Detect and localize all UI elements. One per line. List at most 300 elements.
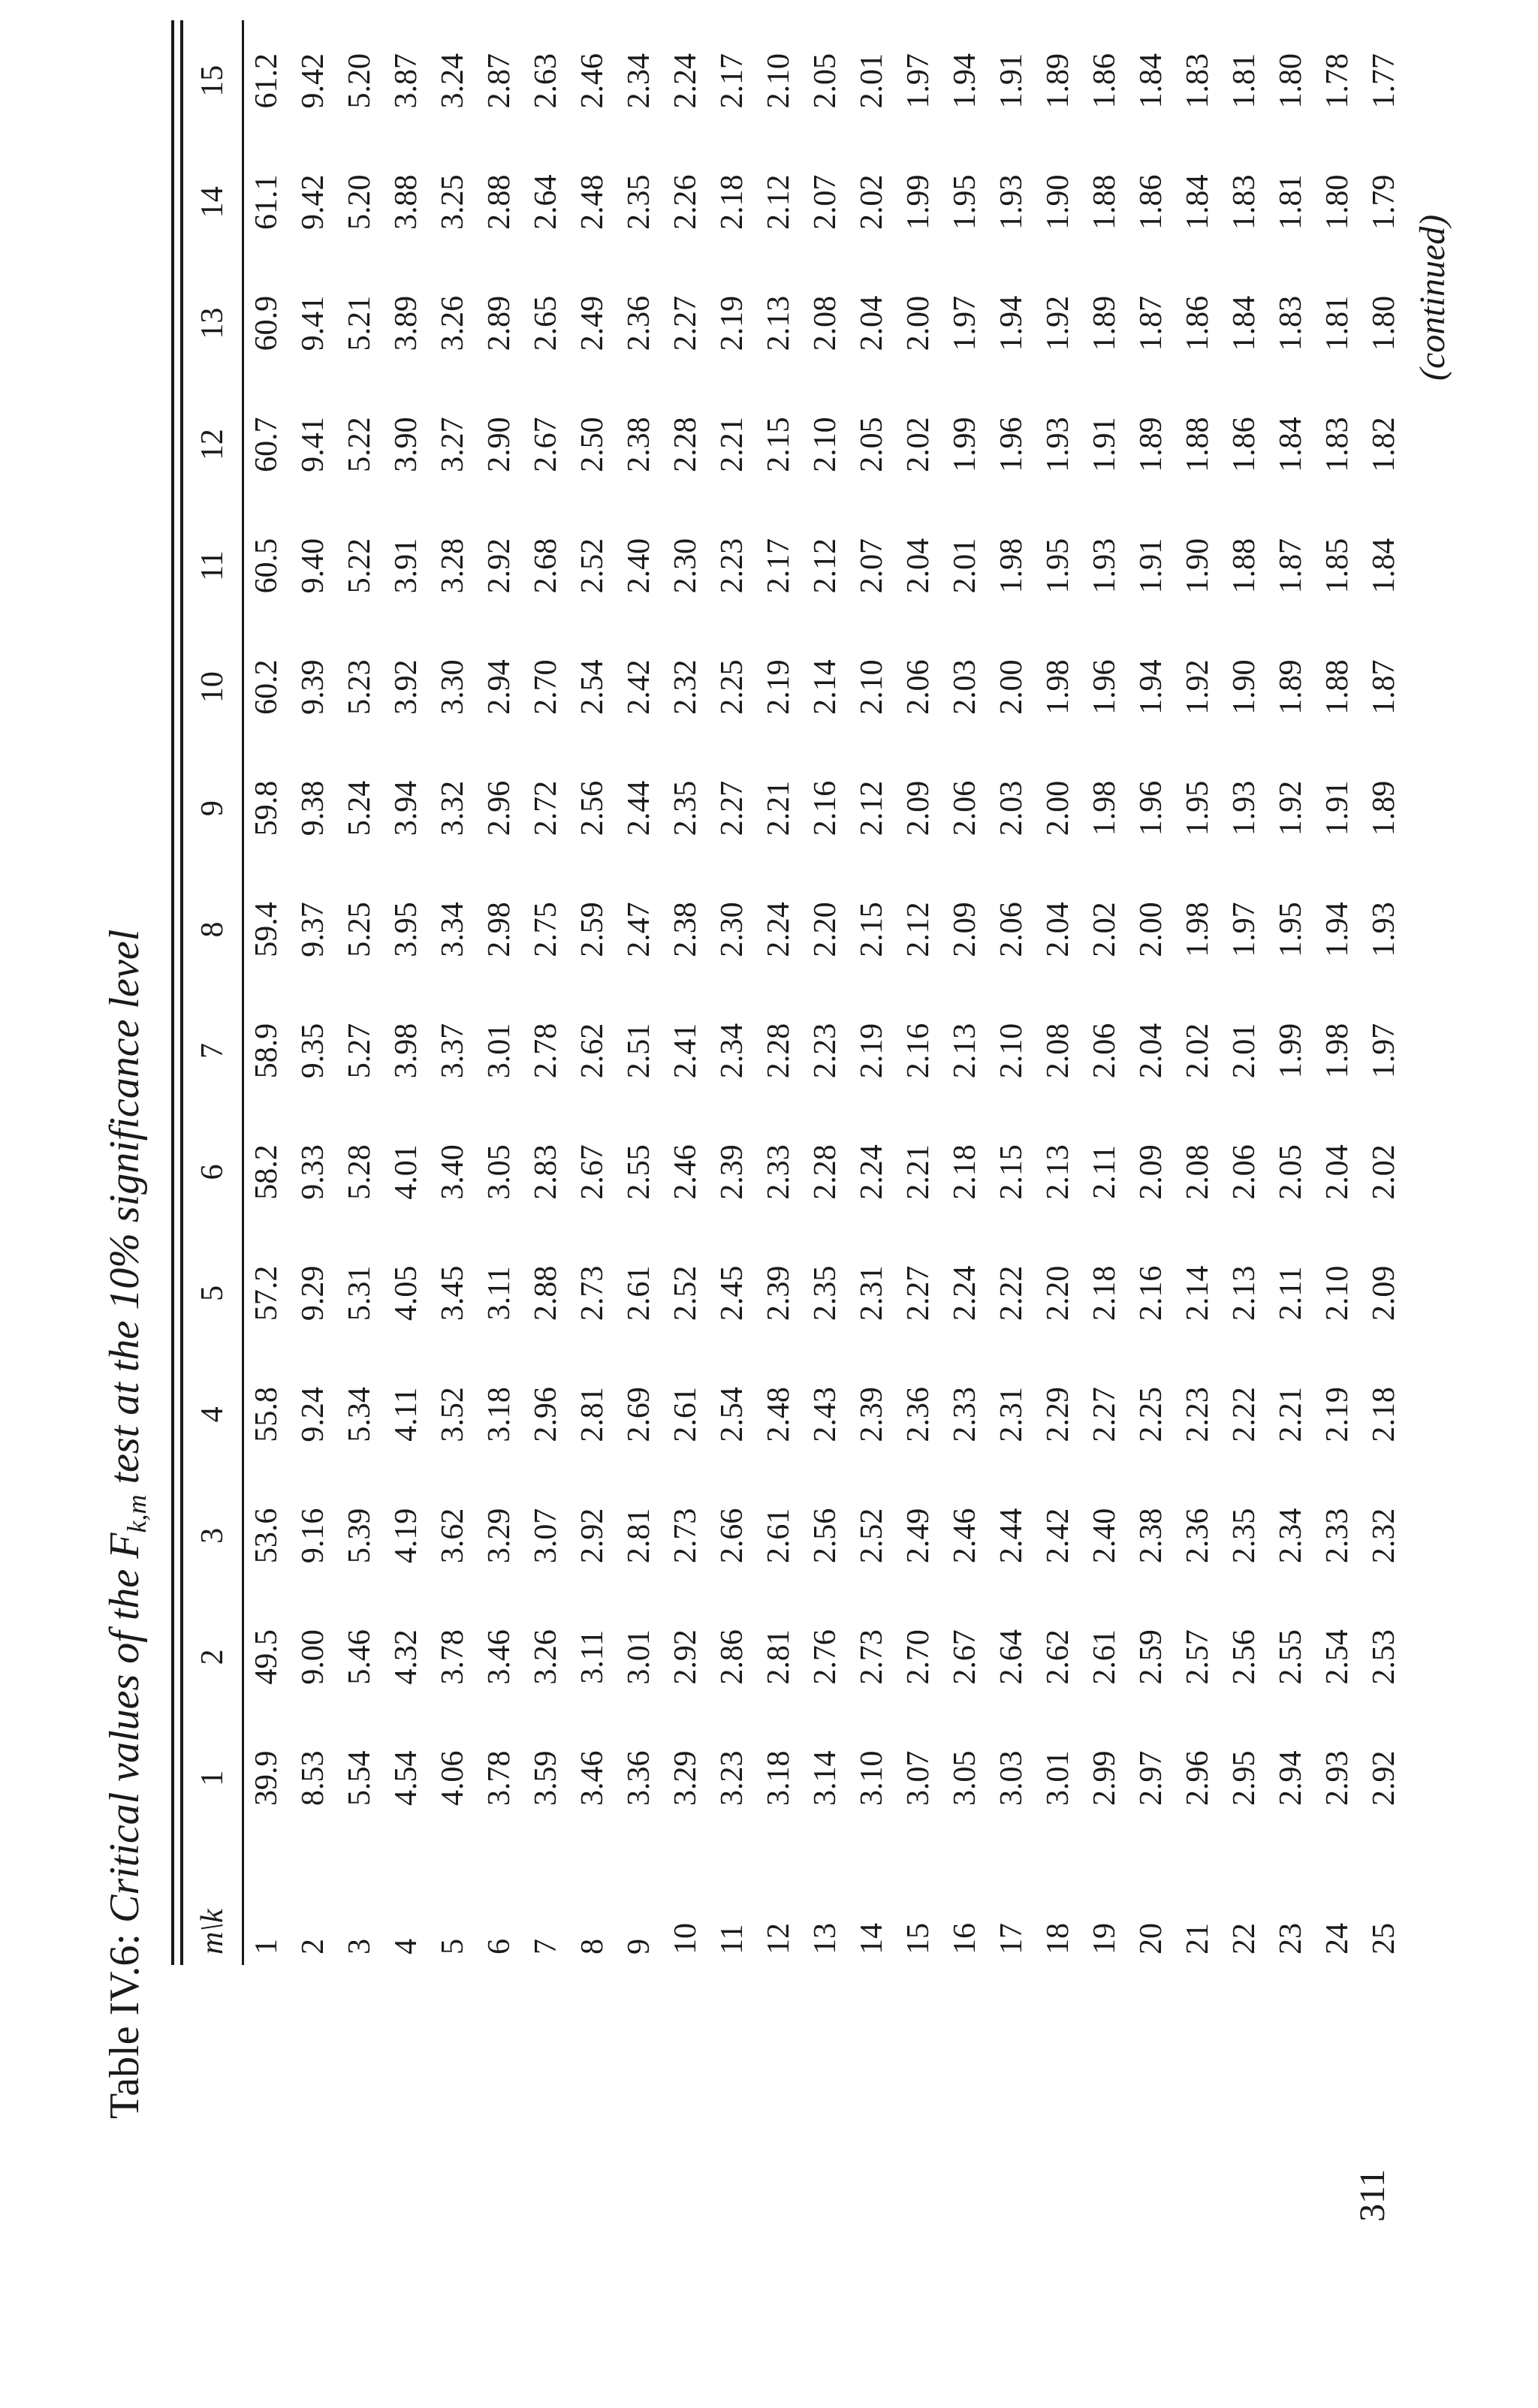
table-cell: 2.15 — [994, 1144, 1029, 1200]
table-cell: 2.87 — [482, 53, 517, 109]
column-header: 4 — [195, 1406, 230, 1423]
table-cell: 3.45 — [436, 1265, 470, 1322]
table-cell: 2.75 — [529, 902, 563, 957]
table-cell: 2.12 — [761, 174, 796, 230]
table-cell: 2.88 — [482, 174, 517, 230]
column-header: 13 — [195, 307, 230, 339]
table-cell: 3.10 — [855, 1750, 889, 1807]
table-cell: 2.36 — [622, 295, 656, 351]
table-cell: 1.91 — [1134, 538, 1169, 594]
table-cell: 1.90 — [1041, 174, 1075, 230]
table-cell: 1.95 — [1041, 538, 1075, 594]
table-cell: 1.93 — [1041, 417, 1075, 472]
table-cell: 57.2 — [249, 1265, 284, 1322]
table-cell: 1.88 — [1227, 538, 1262, 594]
header-corner-label: m\k — [195, 1909, 230, 1954]
table-cell: 3.59 — [529, 1750, 563, 1807]
table-cell: 1.81 — [1320, 295, 1355, 351]
table-cell: 2.66 — [715, 1508, 749, 1564]
critical-values-table — [189, 20, 1407, 1965]
table-cell: 2.04 — [1320, 1144, 1355, 1200]
table-cell: 2.97 — [1134, 1750, 1169, 1807]
table-cell: 2.61 — [668, 1387, 703, 1442]
column-header: 7 — [195, 1042, 230, 1059]
table-cell: 2.39 — [715, 1144, 749, 1200]
table-cell: 3.37 — [436, 1023, 470, 1079]
table-cell: 2.18 — [715, 174, 749, 230]
table-cell: 2.13 — [761, 295, 796, 351]
table-cell: 2.59 — [1134, 1629, 1169, 1685]
row-label-m: 11 — [715, 1924, 749, 1954]
table-cell: 2.51 — [622, 1023, 656, 1079]
top-rule — [171, 20, 174, 1965]
table-cell: 2.28 — [761, 1023, 796, 1079]
table-cell: 3.32 — [436, 780, 470, 836]
table-cell: 9.33 — [296, 1144, 330, 1200]
table-cell: 2.13 — [1041, 1144, 1075, 1200]
table-cell: 2.32 — [668, 659, 703, 715]
table-cell: 3.26 — [436, 295, 470, 351]
table-cell: 2.39 — [855, 1387, 889, 1442]
table-cell: 2.99 — [1087, 1750, 1122, 1807]
table-cell: 2.64 — [994, 1629, 1029, 1685]
table-cell: 1.96 — [1087, 659, 1122, 715]
table-cell: 2.06 — [1087, 1023, 1122, 1079]
table-cell: 2.15 — [761, 417, 796, 472]
table-cell: 2.90 — [482, 417, 517, 472]
top-rule-inner — [180, 20, 183, 1965]
table-cell: 60.9 — [249, 295, 284, 351]
table-cell: 5.25 — [342, 902, 377, 957]
table-cell: 2.46 — [948, 1508, 982, 1564]
table-cell: 1.85 — [1320, 538, 1355, 594]
table-cell: 2.38 — [668, 902, 703, 957]
table-cell: 3.94 — [389, 780, 424, 836]
table-cell: 2.16 — [1134, 1265, 1169, 1322]
table-cell: 3.11 — [575, 1629, 610, 1684]
table-cell: 2.02 — [1087, 902, 1122, 957]
table-cell: 60.5 — [249, 538, 284, 594]
row-label-m: 3 — [342, 1939, 377, 1954]
table-cell: 2.23 — [1181, 1387, 1215, 1442]
table-cell: 2.08 — [1181, 1144, 1215, 1200]
table-cell: 3.18 — [482, 1387, 517, 1442]
table-cell: 2.62 — [1041, 1629, 1075, 1685]
table-cell: 2.01 — [948, 538, 982, 594]
table-cell: 2.21 — [715, 417, 749, 472]
table-cell: 1.84 — [1227, 295, 1262, 351]
table-cell: 2.25 — [1134, 1387, 1169, 1442]
table-cell: 2.33 — [1320, 1508, 1355, 1564]
table-cell: 2.17 — [715, 53, 749, 109]
table-cell: 2.36 — [1181, 1508, 1215, 1564]
table-cell: 1.97 — [1227, 902, 1262, 957]
table-cell: 3.95 — [389, 902, 424, 957]
row-label-m: 1 — [249, 1939, 284, 1954]
header-spacer — [236, 20, 243, 1965]
table-cell: 2.28 — [668, 417, 703, 472]
table-cell: 1.80 — [1274, 53, 1308, 109]
table-cell: 2.38 — [1134, 1508, 1169, 1564]
table-cell: 2.24 — [761, 902, 796, 957]
table-cell: 2.44 — [622, 780, 656, 836]
table-cell: 5.46 — [342, 1629, 377, 1685]
table-cell: 2.92 — [1367, 1750, 1401, 1807]
table-cell: 2.14 — [808, 659, 843, 715]
table-cell: 2.49 — [901, 1508, 936, 1564]
table-cell: 2.95 — [1227, 1750, 1262, 1807]
table-cell: 49.5 — [249, 1629, 284, 1685]
table-cell: 2.23 — [808, 1023, 843, 1079]
table-cell: 2.27 — [901, 1265, 936, 1322]
table-cell: 1.89 — [1367, 780, 1401, 836]
table-cell: 1.98 — [1181, 902, 1215, 957]
table-cell: 1.95 — [1181, 780, 1215, 836]
table-cell: 2.00 — [1134, 902, 1169, 957]
table-cell: 2.00 — [994, 659, 1029, 715]
table-cell: 2.46 — [668, 1144, 703, 1200]
table-cell: 2.27 — [668, 295, 703, 351]
table-cell: 1.99 — [948, 417, 982, 472]
row-label-m: 2 — [296, 1939, 330, 1954]
table-cell: 1.83 — [1227, 174, 1262, 230]
table-cell: 2.48 — [575, 174, 610, 230]
table-cell: 9.16 — [296, 1508, 330, 1564]
table-cell: 2.40 — [622, 538, 656, 594]
table-cell: 1.89 — [1134, 417, 1169, 472]
table-cell: 1.86 — [1181, 295, 1215, 351]
table-cell: 9.24 — [296, 1387, 330, 1442]
table-cell: 3.91 — [389, 538, 424, 594]
table-cell: 2.69 — [622, 1387, 656, 1442]
table-cell: 2.34 — [1274, 1508, 1308, 1564]
table-cell: 2.04 — [901, 538, 936, 594]
table-cell: 2.31 — [855, 1265, 889, 1322]
table-cell: 2.10 — [855, 659, 889, 715]
table-cell: 2.57 — [1181, 1629, 1215, 1685]
table-cell: 3.05 — [948, 1750, 982, 1807]
table-cell: 2.23 — [715, 538, 749, 594]
table-cell: 2.20 — [1041, 1265, 1075, 1322]
table-cell: 2.96 — [1181, 1750, 1215, 1807]
table-cell: 2.22 — [1227, 1387, 1262, 1442]
table-cell: 2.65 — [529, 295, 563, 351]
table-cell: 2.09 — [1134, 1144, 1169, 1200]
table-cell: 2.30 — [715, 902, 749, 957]
table-cell: 2.29 — [1041, 1387, 1075, 1442]
table-cell: 5.31 — [342, 1265, 377, 1322]
table-cell: 2.46 — [575, 53, 610, 109]
table-cell: 2.10 — [761, 53, 796, 109]
table-cell: 2.05 — [855, 417, 889, 472]
table-cell: 2.08 — [808, 295, 843, 351]
table-cell: 2.07 — [808, 174, 843, 230]
table-cell: 2.62 — [575, 1023, 610, 1079]
table-cell: 9.39 — [296, 659, 330, 715]
table-header-corner — [189, 1839, 236, 1965]
table-cell: 2.54 — [575, 659, 610, 715]
table-cell: 2.96 — [529, 1387, 563, 1442]
table-cell: 9.35 — [296, 1023, 330, 1079]
table-cell: 2.16 — [808, 780, 843, 836]
table-cell: 2.35 — [622, 174, 656, 230]
table-cell: 3.89 — [389, 295, 424, 351]
table-cell: 1.88 — [1320, 659, 1355, 715]
table-cell: 3.03 — [994, 1750, 1029, 1807]
table-cell: 3.78 — [436, 1629, 470, 1685]
table-cell: 61.1 — [249, 174, 284, 230]
table-cell: 2.26 — [668, 174, 703, 230]
table-cell: 2.44 — [994, 1508, 1029, 1564]
table-cell: 1.83 — [1181, 53, 1215, 109]
table-cell: 2.92 — [575, 1508, 610, 1564]
table-cell: 3.07 — [901, 1750, 936, 1807]
table-cell: 5.34 — [342, 1387, 377, 1442]
table-cell: 2.61 — [1087, 1629, 1122, 1685]
table-cell: 2.94 — [1274, 1750, 1308, 1807]
table-cell: 8.53 — [296, 1750, 330, 1807]
table-cell: 2.94 — [482, 659, 517, 715]
table-cell: 1.82 — [1367, 417, 1401, 472]
table-cell: 39.9 — [249, 1750, 284, 1807]
table-cell: 3.23 — [715, 1750, 749, 1807]
table-cell: 2.33 — [761, 1144, 796, 1200]
table-cell: 1.96 — [994, 417, 1029, 472]
table-cell: 1.86 — [1087, 53, 1122, 109]
table-cell: 1.79 — [1367, 174, 1401, 230]
table-cell: 2.18 — [1087, 1265, 1122, 1322]
table-cell: 1.92 — [1041, 295, 1075, 351]
table-cell: 1.89 — [1041, 53, 1075, 109]
table-cell: 1.84 — [1274, 417, 1308, 472]
column-header: 6 — [195, 1164, 230, 1180]
table-cell: 2.09 — [1367, 1265, 1401, 1322]
table-cell: 3.46 — [575, 1750, 610, 1807]
row-label-m: 18 — [1041, 1923, 1075, 1954]
table-cell: 2.68 — [529, 538, 563, 594]
table-cell: 3.36 — [622, 1750, 656, 1807]
table-cell: 2.13 — [1227, 1265, 1262, 1322]
table-cell: 55.8 — [249, 1387, 284, 1442]
table-cell: 3.27 — [436, 417, 470, 472]
table-cell: 2.01 — [855, 53, 889, 109]
page-number: 311 — [1353, 2168, 1392, 2222]
table-cell: 61.2 — [249, 53, 284, 109]
table-cell: 3.29 — [668, 1750, 703, 1807]
table-cell: 2.61 — [761, 1508, 796, 1564]
caption-subscript: k,m — [122, 1494, 152, 1533]
table-cell: 2.93 — [1320, 1750, 1355, 1807]
table-cell: 2.35 — [808, 1265, 843, 1322]
table-cell: 2.56 — [1227, 1629, 1262, 1685]
table-cell: 2.01 — [1227, 1023, 1262, 1079]
table-cell: 9.42 — [296, 53, 330, 109]
row-label-m: 4 — [389, 1939, 424, 1954]
table-cell: 2.35 — [1227, 1508, 1262, 1564]
table-cell: 1.87 — [1274, 538, 1308, 594]
table-cell: 2.20 — [808, 902, 843, 957]
table-cell: 9.00 — [296, 1629, 330, 1685]
table-cell: 3.01 — [622, 1629, 656, 1685]
row-label-m: 19 — [1087, 1923, 1122, 1954]
table-cell: 1.91 — [1087, 417, 1122, 472]
table-cell: 3.11 — [482, 1266, 517, 1321]
column-header: 12 — [195, 429, 230, 461]
table-cell: 1.95 — [948, 174, 982, 230]
table-cell: 2.19 — [715, 295, 749, 351]
table-cell: 1.91 — [1320, 780, 1355, 836]
table-cell: 1.86 — [1227, 417, 1262, 472]
table-cell: 53.6 — [249, 1508, 284, 1564]
table-cell: 2.64 — [529, 174, 563, 230]
table-cell: 5.23 — [342, 659, 377, 715]
table-cell: 2.88 — [529, 1265, 563, 1322]
table-cell: 1.83 — [1320, 417, 1355, 472]
row-label-m: 14 — [855, 1923, 889, 1954]
row-label-m: 5 — [436, 1939, 470, 1954]
table-caption — [101, 929, 152, 2119]
table-cell: 3.05 — [482, 1144, 517, 1200]
table-cell: 2.92 — [668, 1629, 703, 1685]
table-cell: 1.88 — [1087, 174, 1122, 230]
table-cell: 1.94 — [994, 295, 1029, 351]
table-cell: 3.88 — [389, 174, 424, 230]
table-cell: 1.90 — [1227, 659, 1262, 715]
table-cell: 1.84 — [1367, 538, 1401, 594]
table-cell: 2.31 — [994, 1387, 1029, 1442]
table-cell: 5.24 — [342, 780, 377, 836]
table-cell: 2.06 — [901, 659, 936, 715]
table-cell: 2.98 — [482, 902, 517, 957]
table-cell: 3.98 — [389, 1023, 424, 1079]
column-header: 10 — [195, 671, 230, 704]
table-cell: 5.39 — [342, 1508, 377, 1564]
table-cell: 2.70 — [901, 1629, 936, 1685]
table-cell: 3.01 — [1041, 1750, 1075, 1807]
table-cell: 2.41 — [668, 1023, 703, 1079]
table-cell: 3.24 — [436, 53, 470, 109]
table-cell: 2.67 — [575, 1144, 610, 1200]
table-cell: 2.18 — [948, 1144, 982, 1200]
table-cell: 1.84 — [1181, 174, 1215, 230]
row-label-m: 7 — [529, 1939, 563, 1954]
row-label-m: 23 — [1274, 1923, 1308, 1954]
table-cell: 2.86 — [715, 1629, 749, 1685]
table-cell: 2.36 — [901, 1387, 936, 1442]
table-cell: 2.15 — [855, 902, 889, 957]
table-cell: 2.53 — [1367, 1629, 1401, 1685]
table-cell: 1.93 — [1087, 538, 1122, 594]
column-header: 5 — [195, 1285, 230, 1301]
table-cell: 2.67 — [529, 417, 563, 472]
row-label-m: 10 — [668, 1923, 703, 1954]
table-cell: 1.95 — [1274, 902, 1308, 957]
column-header: 8 — [195, 921, 230, 938]
table-cell: 2.47 — [622, 902, 656, 957]
column-header: 14 — [195, 186, 230, 218]
table-cell: 2.21 — [761, 780, 796, 836]
table-cell: 1.98 — [1320, 1023, 1355, 1079]
table-cell: 1.98 — [1041, 659, 1075, 715]
table-cell: 4.05 — [389, 1265, 424, 1322]
table-cell: 1.93 — [994, 174, 1029, 230]
table-cell: 5.20 — [342, 174, 377, 230]
table-cell: 2.78 — [529, 1023, 563, 1079]
table-cell: 2.17 — [761, 538, 796, 594]
table-cell: 3.87 — [389, 53, 424, 109]
table-cell: 5.22 — [342, 417, 377, 472]
table-cell: 1.98 — [1087, 780, 1122, 836]
table-cell: 4.54 — [389, 1750, 424, 1807]
table-cell: 2.54 — [715, 1387, 749, 1442]
table-cell: 5.28 — [342, 1144, 377, 1200]
row-label-m: 17 — [994, 1923, 1029, 1954]
table-cell: 9.42 — [296, 174, 330, 230]
row-label-m: 8 — [575, 1939, 610, 1954]
row-label-m: 6 — [482, 1939, 517, 1954]
table-cell: 2.06 — [948, 780, 982, 836]
table-cell: 1.97 — [901, 53, 936, 109]
table-cell: 2.10 — [1320, 1265, 1355, 1322]
table-cell: 2.70 — [529, 659, 563, 715]
table-cell: 2.52 — [575, 538, 610, 594]
table-cell: 3.40 — [436, 1144, 470, 1200]
table-cell: 2.55 — [1274, 1629, 1308, 1685]
table-cell: 3.30 — [436, 659, 470, 715]
row-label-m: 16 — [948, 1923, 982, 1954]
table-cell: 3.25 — [436, 174, 470, 230]
table-cell: 4.32 — [389, 1629, 424, 1685]
table-cell: 2.11 — [1087, 1144, 1122, 1199]
table-cell: 2.59 — [575, 902, 610, 957]
table-cell: 2.21 — [1274, 1387, 1308, 1442]
table-cell: 3.52 — [436, 1387, 470, 1442]
table-cell: 3.62 — [436, 1508, 470, 1564]
table-cell: 59.4 — [249, 902, 284, 957]
table-cell: 1.98 — [994, 538, 1029, 594]
table-cell: 2.76 — [808, 1629, 843, 1685]
table-cell: 2.81 — [761, 1629, 796, 1685]
table-cell: 4.06 — [436, 1750, 470, 1807]
continued-note: (continued) — [1413, 214, 1452, 381]
table-cell: 2.04 — [1041, 902, 1075, 957]
table-cell: 58.2 — [249, 1144, 284, 1200]
column-header: 11 — [195, 550, 230, 581]
table-cell: 2.18 — [1367, 1387, 1401, 1442]
table-cell: 1.81 — [1274, 174, 1308, 230]
table-cell: 9.41 — [296, 295, 330, 351]
table-cell: 1.91 — [994, 53, 1029, 109]
table-cell: 2.11 — [1274, 1266, 1308, 1321]
table-cell: 3.28 — [436, 538, 470, 594]
table-cell: 2.19 — [1320, 1387, 1355, 1442]
table-cell: 2.24 — [855, 1144, 889, 1200]
table-cell: 2.56 — [575, 780, 610, 836]
table-cell: 2.02 — [901, 417, 936, 472]
table-cell: 2.81 — [622, 1508, 656, 1564]
table-cell: 1.92 — [1181, 659, 1215, 715]
table-cell: 2.49 — [575, 295, 610, 351]
table-cell: 2.08 — [1041, 1023, 1075, 1079]
table-cell: 2.40 — [1087, 1508, 1122, 1564]
table-cell: 3.01 — [482, 1023, 517, 1079]
table-cell: 2.61 — [622, 1265, 656, 1322]
table-cell: 9.38 — [296, 780, 330, 836]
table-cell: 2.24 — [668, 53, 703, 109]
table-cell: 1.88 — [1181, 417, 1215, 472]
table-cell: 2.07 — [855, 538, 889, 594]
table-cell: 3.29 — [482, 1508, 517, 1564]
